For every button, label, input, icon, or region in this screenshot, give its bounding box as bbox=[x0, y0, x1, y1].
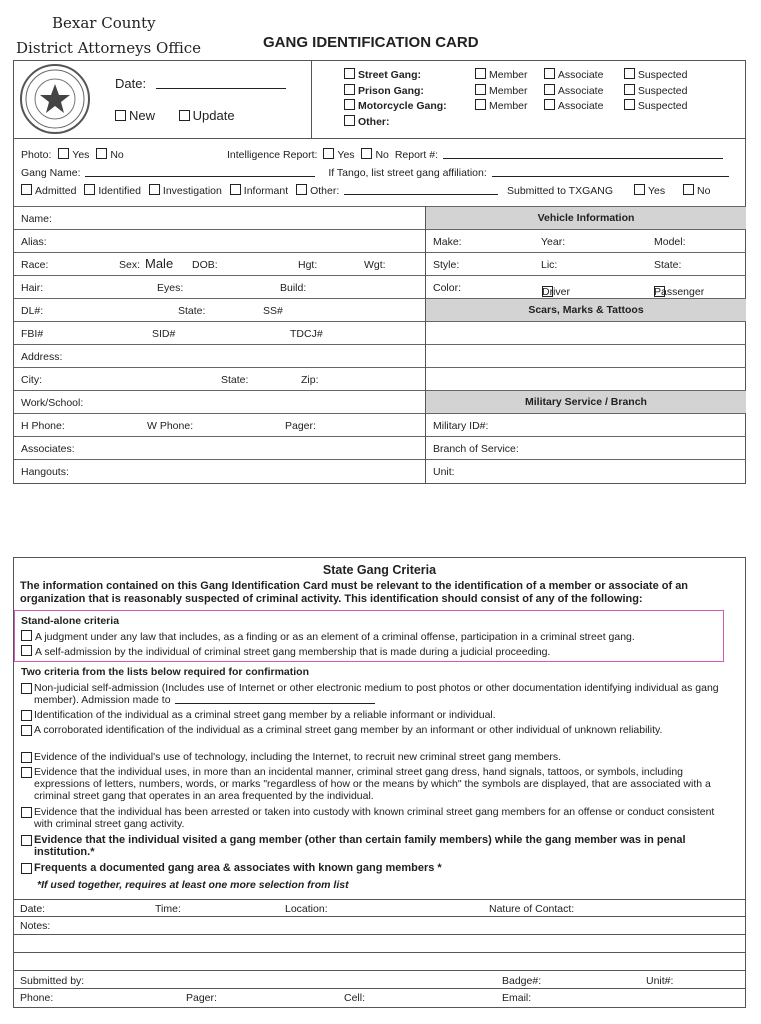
gang-name-input[interactable] bbox=[85, 167, 315, 177]
criteria-title: State Gang Criteria bbox=[322, 563, 437, 577]
other-source-checkbox[interactable] bbox=[296, 184, 307, 195]
criteria-item: Evidence of the individual's use of technology, including the Internet, to recruit new criminal street gang members. bbox=[34, 751, 562, 763]
criteria-item: Identification of the individual as a criminal street gang member by a reliable informant or individual. bbox=[34, 709, 496, 721]
criteria-item: Evidence that the individual visited a gang member (other than certain family members) while the gang member was in penal institution.* bbox=[34, 834, 686, 858]
two-criteria-title: Two criteria from the lists below required for confirmation bbox=[21, 666, 310, 678]
informant-checkbox[interactable] bbox=[230, 184, 241, 195]
gang-type-label: Prison Gang: bbox=[358, 84, 424, 97]
vehicle-section-title: Vehicle Information bbox=[537, 212, 635, 224]
other-gang-checkbox[interactable] bbox=[344, 115, 355, 126]
criteria-checkbox[interactable] bbox=[21, 752, 32, 763]
txgang-row: Submitted to TXGANG Yes No bbox=[507, 185, 711, 197]
intel-row: Intelligence Report: Yes No Report #: bbox=[227, 148, 723, 161]
criteria-note: *If used together, requires at least one more selection from list bbox=[37, 879, 349, 891]
role-grid: Member Associate Suspected Member Associate Suspected Member Associate Suspected bbox=[475, 68, 687, 115]
card-top bbox=[13, 60, 746, 484]
report-number-input[interactable] bbox=[443, 149, 723, 159]
tango-affiliation-input[interactable] bbox=[492, 167, 729, 177]
new-checkbox[interactable] bbox=[115, 110, 126, 121]
associate-checkbox[interactable] bbox=[544, 84, 555, 95]
update-checkbox[interactable] bbox=[179, 110, 190, 121]
admission-made-to-input[interactable] bbox=[175, 694, 375, 704]
criteria-item: Non-judicial self-admission (Includes use of Internet or other electronic medium to post photos or other documentation identifying individual as gang member). Admission made to bbox=[34, 682, 719, 706]
photo-no-checkbox[interactable] bbox=[96, 148, 107, 159]
seal-icon bbox=[20, 64, 90, 134]
suspected-checkbox[interactable] bbox=[624, 99, 635, 110]
standalone-title: Stand-alone criteria bbox=[21, 615, 120, 627]
page-title: GANG IDENTIFICATION CARD bbox=[263, 34, 479, 51]
suspected-checkbox[interactable] bbox=[624, 68, 635, 79]
criteria-checkbox[interactable] bbox=[21, 767, 32, 778]
office-line-2: District Attorneys Office bbox=[16, 39, 202, 57]
gang-name-row: Gang Name: If Tango, list street gang affiliation: bbox=[21, 167, 729, 179]
intel-no-checkbox[interactable] bbox=[361, 148, 372, 159]
street-gang-checkbox[interactable] bbox=[344, 68, 355, 79]
date-label: Date: bbox=[115, 76, 147, 91]
criteria-checkbox[interactable] bbox=[21, 807, 32, 818]
txgang-yes-checkbox[interactable] bbox=[634, 184, 645, 195]
sex-value[interactable]: Male bbox=[145, 256, 174, 271]
criteria-checkbox[interactable] bbox=[21, 863, 32, 874]
txgang-no-checkbox[interactable] bbox=[683, 184, 694, 195]
prison-gang-checkbox[interactable] bbox=[344, 84, 355, 95]
identified-checkbox[interactable] bbox=[84, 184, 95, 195]
gang-type-label: Motorcycle Gang: bbox=[358, 100, 447, 112]
gang-type-label: Other: bbox=[358, 115, 390, 128]
vehicle-fields: Vehicle Information Make: Year: Model: Style: Lic: State: Color: Driver Passenger Scars, Marks & Tattoos Military Service / Branch Military ID#: Branch of Service: Unit: bbox=[425, 206, 746, 483]
motorcycle-gang-checkbox[interactable] bbox=[344, 99, 355, 110]
gang-types bbox=[344, 68, 447, 130]
associate-checkbox[interactable] bbox=[544, 68, 555, 79]
other-source-input[interactable] bbox=[344, 185, 498, 195]
photo-row: Photo: Yes No bbox=[21, 149, 124, 161]
member-checkbox[interactable] bbox=[475, 84, 486, 95]
card-criteria: State Gang Criteria The information contained on this Gang Identification Card must be relevant to the identification of a member or associate of an organization that is reasonably suspected of criminal activity. This identification should consist of any of the following: Stand-alone criteria A judgment under any law that includes, as a finding or as an element of a criminal offense, participation in a criminal street gang. A self-admission by the individual of criminal street gang membership that is made during a judicial proceeding. Two criteria from the lists below required for confirmation Non-judicial self-admission (Includes use of Internet or other electronic medium to post photos or other documentation identifying individual as gang member). Admission made to Identification of the individual as a criminal street gang member by a reliable informant or individual. A corroborated identification of the individual as a criminal street gang member by an informant or other individual of unknown reliability. Evidence of the individual's use of technology, including the Internet, to recruit new criminal street gang members. Evidence that the individual uses, in more than an incidental manner, criminal street gang dress, hand signals, tattoos, or symbols, including expressions of letters, numbers, words, or marks "regardless of how or the means by which" the symbols are displayed, that are associated with a criminal street gang that operates in an area frequented by the individual. Evidence that the individual has been arrested or taken into custody with known criminal street gang members for an offense or conduct consistent with criminal street gang activity. Evidence that the individual visited a gang member (other than certain family members) while the gang member was in penal institution.* Frequents a documented gang area & associates with known gang members * *If used together, requires at least one more selection from list Date: Time: Location: Nature of Contact: Notes: Submitted by: Badge#: Unit#: Phone: Pager: Cell: Email: bbox=[13, 557, 746, 1008]
scars-section-title: Scars, Marks & Tattoos bbox=[528, 304, 644, 316]
criteria-checkbox[interactable] bbox=[21, 835, 32, 846]
date-input[interactable] bbox=[156, 79, 286, 89]
source-row: Admitted Identified Investigation Informant Other: bbox=[21, 184, 498, 197]
member-checkbox[interactable] bbox=[475, 99, 486, 110]
criteria-item: A corroborated identification of the individual as a criminal street gang member by an informant or other individual of unknown reliability. bbox=[34, 724, 663, 736]
military-section-title: Military Service / Branch bbox=[525, 396, 647, 408]
notes-label: Notes: bbox=[20, 920, 51, 932]
intel-yes-checkbox[interactable] bbox=[323, 148, 334, 159]
member-checkbox[interactable] bbox=[475, 68, 486, 79]
update-label: Update bbox=[192, 108, 235, 123]
photo-yes-checkbox[interactable] bbox=[58, 148, 69, 159]
admitted-checkbox[interactable] bbox=[21, 184, 32, 195]
criteria-item: Evidence that the individual has been arrested or taken into custody with known criminal street gang members for an offense or conduct consistent with criminal street gang activity. bbox=[34, 806, 715, 830]
suspected-checkbox[interactable] bbox=[624, 84, 635, 95]
criteria-checkbox[interactable] bbox=[21, 683, 32, 694]
criteria-checkbox[interactable] bbox=[21, 710, 32, 721]
gang-type-label: Street Gang: bbox=[358, 69, 422, 81]
criteria-intro: The information contained on this Gang Identification Card must be relevant to the identification of a member or associate of an organization that is reasonably suspected of criminal activity. This identification should consist of any of the following: bbox=[20, 580, 689, 605]
standalone-checkbox[interactable] bbox=[21, 630, 32, 641]
personal-fields: Name: Alias: Race: Sex: Male DOB: Hgt: Wgt: Hair: Eyes: Build: DL#: State: SS# FBI# SID# TDCJ# Address: City: State: Zip: Work/School: H Phone: W Phone: Pager: Associates: Hangouts: bbox=[14, 206, 425, 483]
criteria-item: Frequents a documented gang area & associates with known gang members * bbox=[34, 862, 442, 874]
office-line-1: Bexar County bbox=[52, 14, 156, 32]
criteria-checkbox[interactable] bbox=[21, 725, 32, 736]
investigation-checkbox[interactable] bbox=[149, 184, 160, 195]
criteria-item: Evidence that the individual uses, in more than an incidental manner, criminal street gang dress, hand signals, tattoos, or symbols, including expressions of letters, numbers, words, or marks "regardless of how or the means by which" the symbols are displayed, that are associated with a criminal street gang that operates in an area frequented by the individual. bbox=[34, 766, 711, 802]
new-label: New bbox=[129, 108, 156, 123]
associate-checkbox[interactable] bbox=[544, 99, 555, 110]
standalone-checkbox[interactable] bbox=[21, 645, 32, 656]
